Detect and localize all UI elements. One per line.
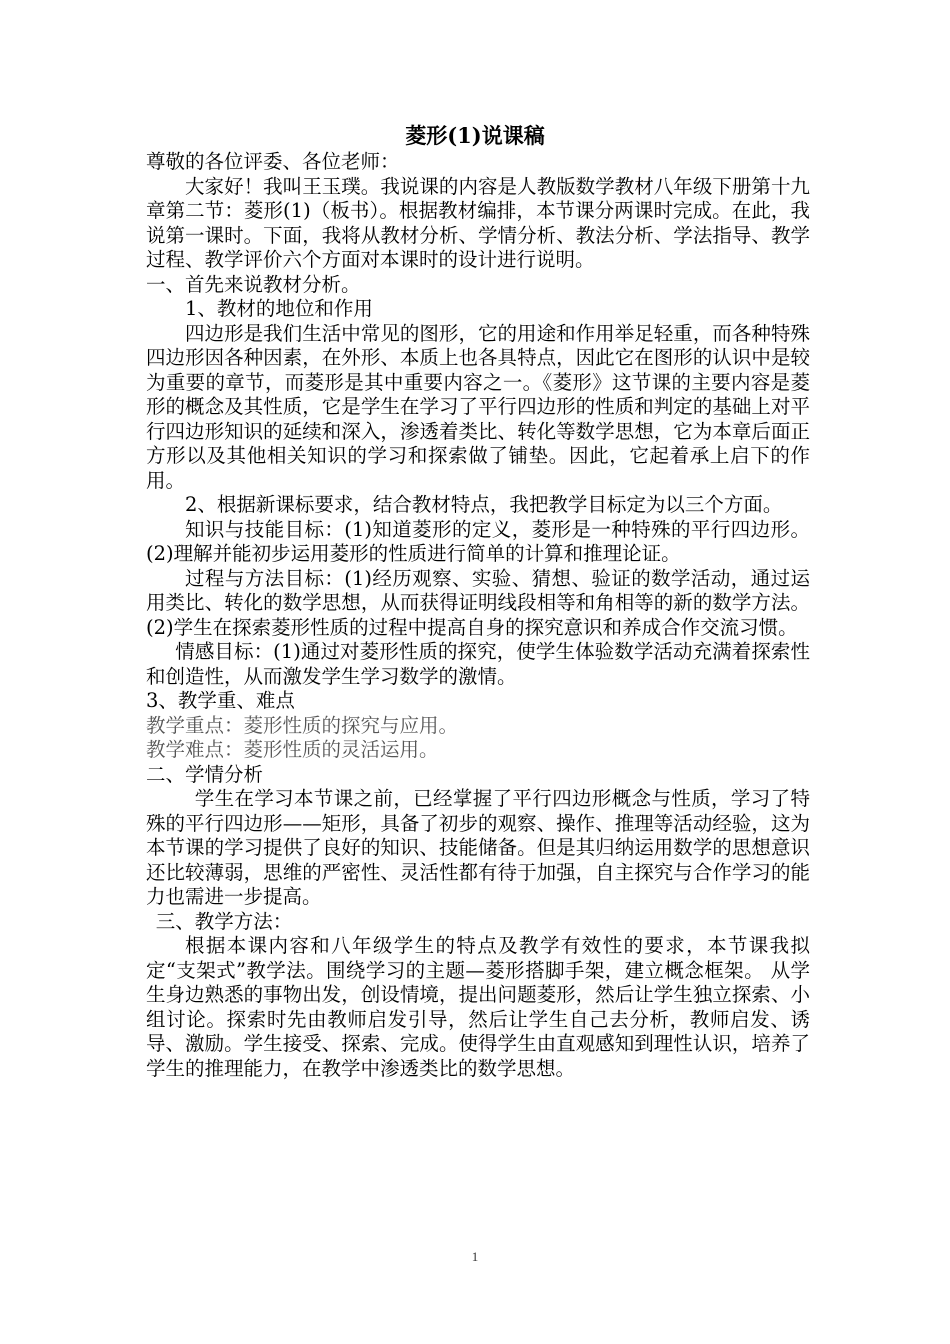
paragraph: 2、根据新课标要求，结合教材特点，我把教学目标定为以三个方面。 — [185, 493, 783, 516]
paragraph: 情感目标：(1)通过对菱形性质的探究，使学生体验数学活动充满着探索性和创造性，从而激发学生学习数学的激情。 — [146, 640, 810, 688]
paragraph: 二、学情分析 — [146, 762, 264, 786]
paragraph: 教学难点：菱形性质的灵活运用。 — [146, 738, 439, 761]
paragraph: 三、教学方法： — [155, 909, 293, 933]
paragraph: 3、教学重、难点 — [146, 689, 295, 712]
page-number: 1 — [471, 1249, 479, 1264]
paragraph: 1、教材的地位和作用 — [185, 297, 373, 320]
paragraph: 知识与技能目标：(1)知道菱形的定义，菱形是一种特殊的平行四边形。(2)理解并能初步运用菱形的性质进行简单的计算和推理论证。 — [146, 517, 810, 565]
paragraph: 教学重点：菱形性质的探究与应用。 — [146, 713, 459, 737]
paragraph: 大家好！我叫王玉璞。我说课的内容是人教版数学教材八年级下册第十九章第二节：菱形(1)（板书）。根据教材编排，本节课分两课时完成。在此，我说第一课时。下面，我将从教材分析、学情分析、教法分析、学法指导、教学过程、教学评价六个方面对本课时的设计进行说明。 — [146, 174, 810, 271]
document-body — [146, 150, 810, 1081]
paragraph: 尊敬的各位评委、各位老师： — [146, 150, 400, 173]
paragraph: 一、首先来说教材分析。 — [146, 272, 361, 296]
document-title: 菱形(1)说课稿 — [405, 123, 545, 148]
paragraph: 根据本课内容和八年级学生的特点及教学有效性的要求，本节课我拟定“支架式”教学法。围绕学习的主题—菱形搭脚手架，建立概念框架。 从学生身边熟悉的事物出发，创设情境，提出问题菱形，然后让学生独立探索、小组讨论。探索时先由教师启发引导，然后让学生自己去分析，教师启发、诱导、激励。学生接受、探索、完成。使得学生由直观感知到理性认识，培养了学生的推理能力，在教学中渗透类比的数学思想。 — [146, 934, 810, 1080]
paragraph: 四边形是我们生活中常见的图形，它的用途和作用举足轻重，而各种特殊四边形因各种因素，在外形、本质上也各具特点，因此它在图形的认识中是较为重要的章节，而菱形是其中重要内容之一。《菱形》这节课的主要内容是菱形的概念及其性质，它是学生在学习了平行四边形的性质和判定的基础上对平行四边形知识的延续和深入，渗透着类比、转化等数学思想，它为本章后面正方形以及其他相关知识的学习和探索做了铺垫。因此，它起着承上启下的作用。 — [146, 321, 810, 492]
paragraph: 过程与方法目标：(1)经历观察、实验、猜想、验证的数学活动，通过运用类比、转化的数学思想，从而获得证明线段相等和角相等的新的数学方法。(2)学生在探索菱形性质的过程中提高自身的探究意识和养成合作交流习惯。 — [146, 566, 810, 639]
paragraph: 学生在学习本节课之前，已经掌握了平行四边形概念与性质，学习了特殊的平行四边形——矩形，具备了初步的观察、操作、推理等活动经验，这为本节课的学习提供了良好的知识、技能储备。但是其归纳运用数学的思想意识还比较薄弱，思维的严密性、灵活性都有待于加强，自主探究与合作学习的能力也需进一步提高。 — [146, 787, 810, 908]
